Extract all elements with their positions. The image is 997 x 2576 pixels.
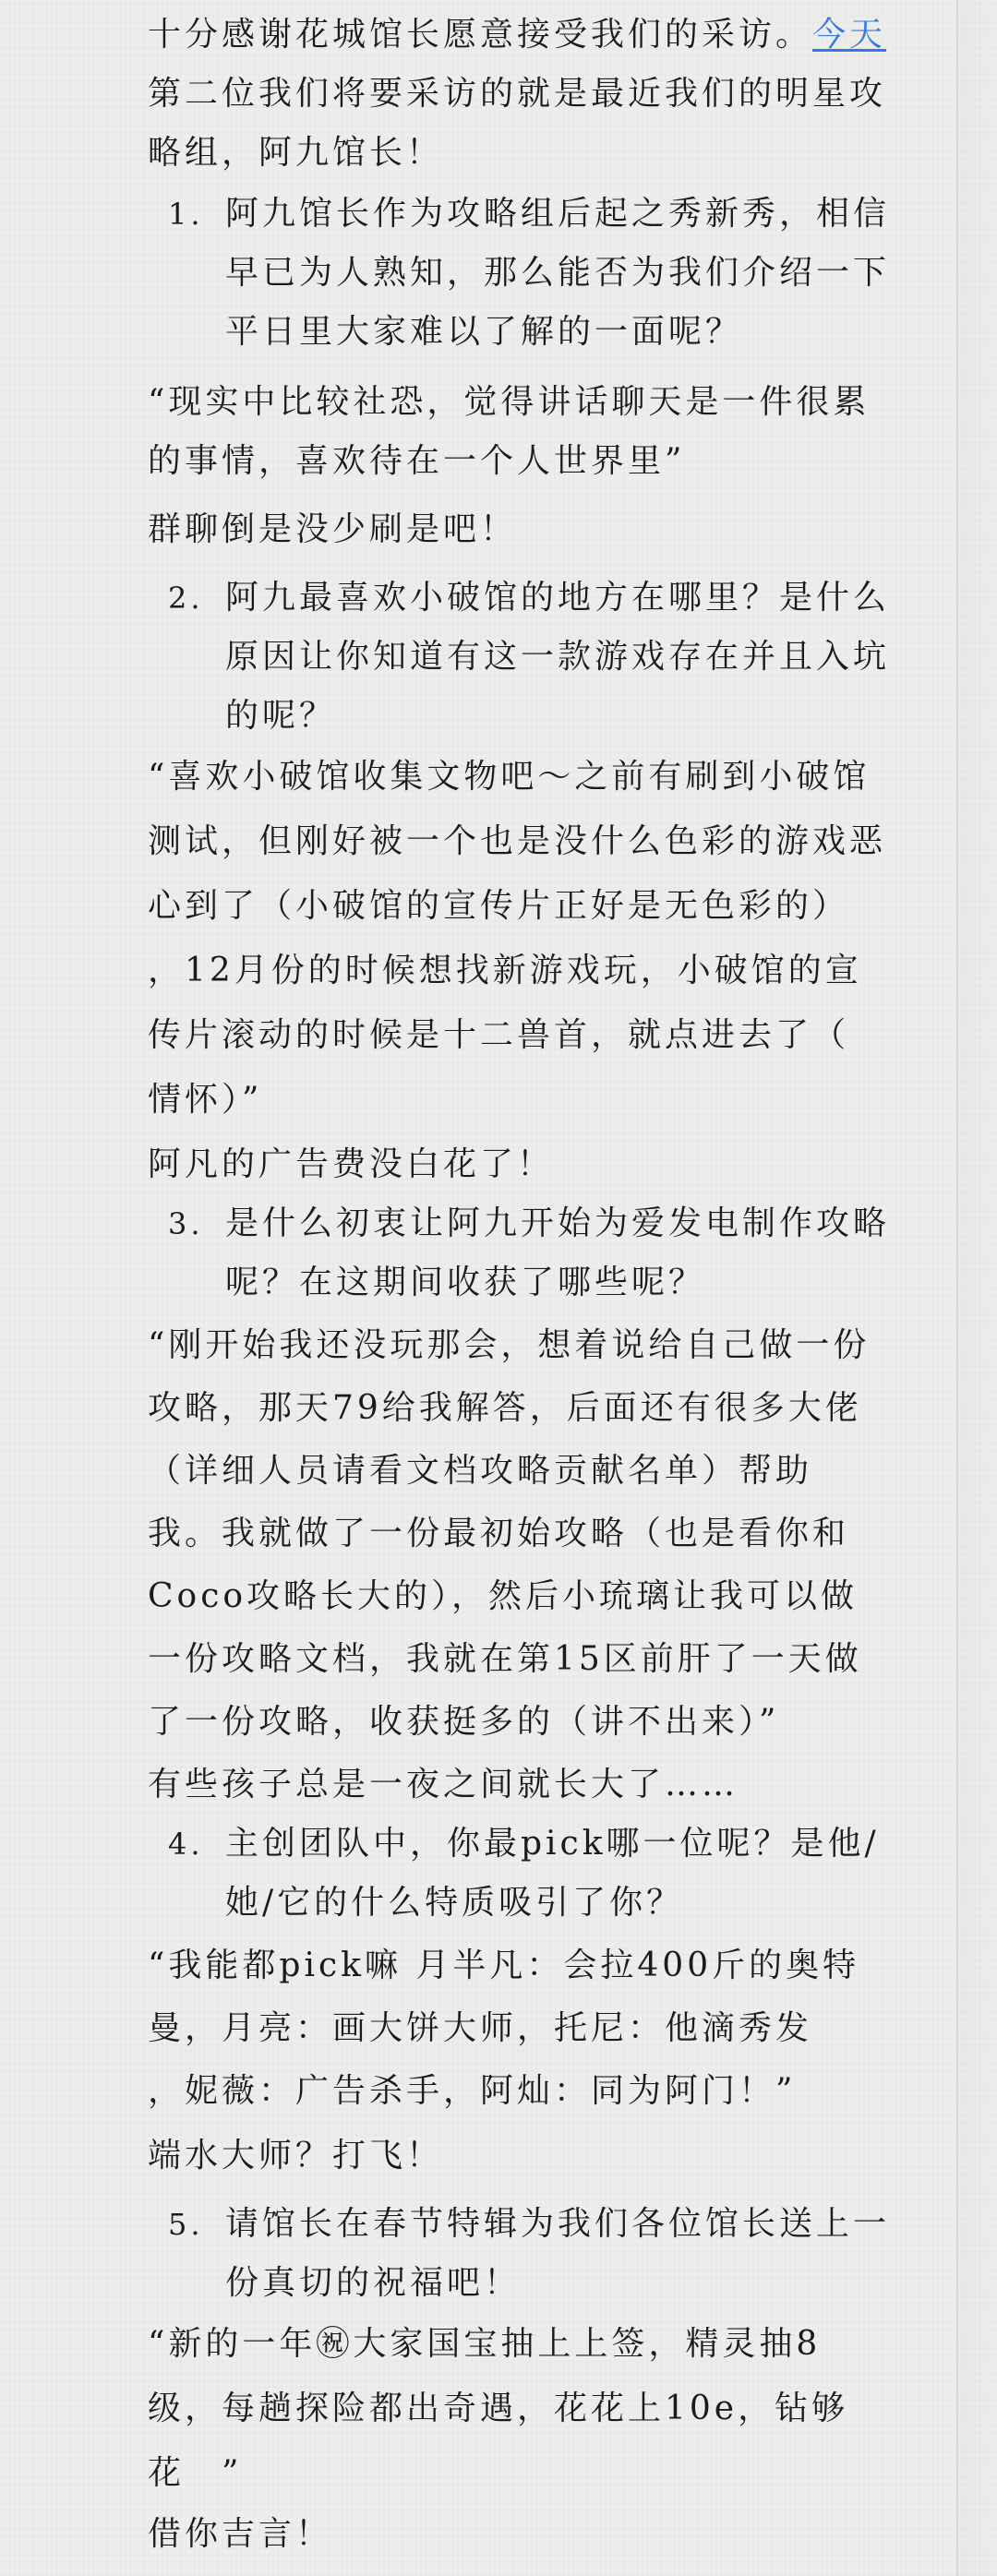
- answer-line: 传片滚动的时候是十二兽首，就点进去了（: [148, 1016, 850, 1054]
- question-number: 1.: [168, 197, 204, 232]
- question-line: 原因让你知道有这一款游戏存在并且入坑: [225, 638, 891, 676]
- question-number: 5.: [168, 2207, 204, 2242]
- answer-line: 我。我就做了一份最初始攻略（也是看你和: [148, 1515, 850, 1552]
- answer-line: 曼，月亮：画大饼大师，托尼：他滴秀发: [148, 2009, 813, 2047]
- answer-line: “现实中比较社恐，觉得讲话聊天是一件很累: [148, 383, 871, 421]
- answer-line: 情怀）”: [148, 1081, 263, 1119]
- answer-line: 的事情，喜欢待在一个人世界里”: [148, 442, 686, 480]
- question-line: 阿九馆长作为攻略组后起之秀新秀，相信: [225, 195, 891, 233]
- question-line: 主创团队中，你最pick哪一位呢？是他/: [225, 1825, 880, 1863]
- answer-line: “新的一年㊗大家国宝抽上上签，精灵抽8: [148, 2325, 822, 2363]
- today-link[interactable]: 今天: [812, 16, 887, 54]
- article-line: 第二位我们将要采访的就是最近我们的明星攻: [148, 75, 887, 113]
- question-number: 3.: [168, 1206, 204, 1241]
- answer-line: 一份攻略文档，我就在第15区前肝了一天做: [148, 1640, 862, 1678]
- answer-line: ，妮薇：广告杀手，阿灿：同为阿门！”: [148, 2072, 797, 2110]
- question-line: 请馆长在春节特辑为我们各位馆长送上一: [225, 2205, 891, 2243]
- question-line: 她/它的什么特质吸引了你？: [225, 1884, 684, 1922]
- question-line: 呢？在这期间收获了哪些呢？: [225, 1264, 706, 1301]
- answer-line: 级，每趟探险都出奇遇，花花上10e，钻够: [148, 2390, 849, 2427]
- comment-line: 阿凡的广告费没白花了！: [148, 1145, 555, 1183]
- question-number: 2.: [168, 581, 204, 616]
- comment-line: 群聊倒是没少刷是吧！: [148, 510, 518, 548]
- answer-line: （详细人员请看文档攻略贡献名单）帮助: [148, 1452, 813, 1490]
- question-number: 4.: [168, 1827, 204, 1862]
- answer-line: 了一份攻略，收获挺多的（讲不出来）”: [148, 1703, 780, 1741]
- comment-line: 借你吉言！: [148, 2515, 333, 2553]
- question-line: 早已为人熟知，那么能否为我们介绍一下: [225, 254, 891, 292]
- question-line: 平日里大家难以了解的一面呢？: [225, 313, 743, 351]
- answer-line: 攻略，那天79给我解答，后面还有很多大佬: [148, 1389, 862, 1427]
- question-line: 阿九最喜欢小破馆的地方在哪里？是什么: [225, 579, 891, 617]
- answer-line: “喜欢小破馆收集文物吧～之前有刷到小破馆: [148, 758, 871, 796]
- answer-line: 心到了（小破馆的宣传片正好是无色彩的）: [148, 887, 850, 925]
- answer-line: “刚开始我还没玩那会，想着说给自己做一份: [148, 1326, 871, 1364]
- comment-line: 端水大师？打飞！: [148, 2137, 444, 2175]
- answer-line: 测试，但刚好被一个也是没什么色彩的游戏恶: [148, 822, 887, 860]
- answer-line: Coco攻略长大的），然后小琉璃让我可以做: [148, 1577, 859, 1615]
- article-line: 略组，阿九馆长！: [148, 134, 444, 172]
- question-line: 的呢？: [225, 697, 337, 735]
- comment-line: 有些孩子总是一夜之间就长大了……: [148, 1766, 739, 1803]
- line-text: 十分感谢花城馆长愿意接受我们的采访。: [148, 16, 813, 54]
- answer-line: “我能都pick嘛 月半凡：会拉400斤的奥特: [148, 1947, 860, 1984]
- answer-line: ，12月份的时候想找新游戏玩，小破馆的宣: [148, 952, 862, 989]
- question-line: 份真切的祝福吧！: [225, 2264, 522, 2302]
- right-page-edge: [956, 0, 997, 2576]
- article-line: [148, 15, 886, 55]
- question-line: 是什么初衷让阿九开始为爱发电制作攻略: [225, 1204, 891, 1242]
- answer-line: 花 ”: [148, 2454, 243, 2492]
